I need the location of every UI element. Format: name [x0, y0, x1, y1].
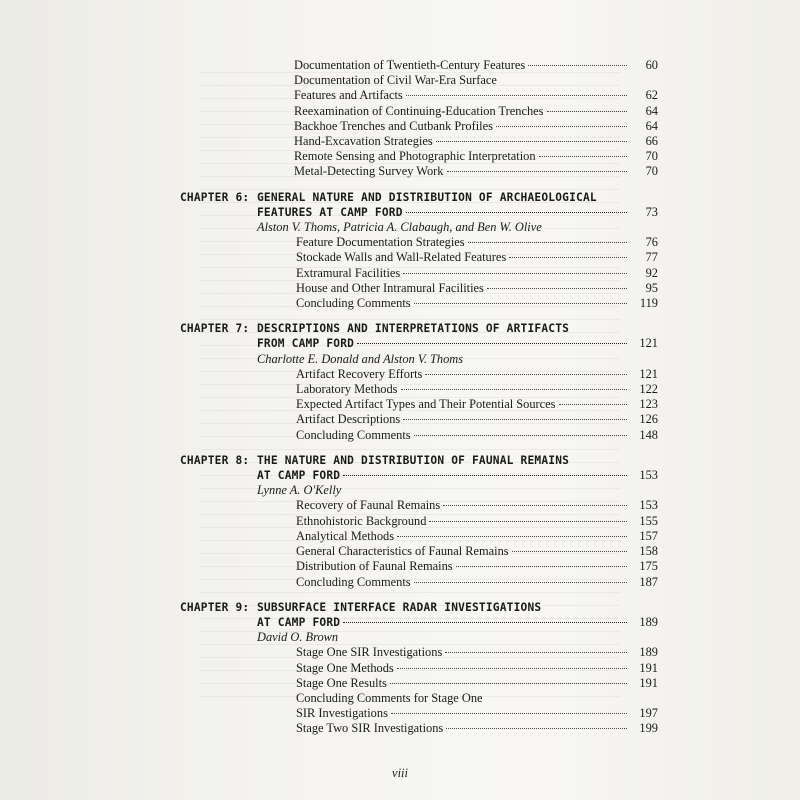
chapter-page: 73: [645, 204, 658, 219]
dot-leader: [468, 242, 627, 243]
toc-entry-title: Hand-Excavation Strategies: [294, 134, 433, 149]
dot-leader: [547, 111, 628, 112]
dot-leader: [414, 582, 627, 583]
toc-entry: [296, 382, 658, 397]
toc-entry-title: Stage One Results: [296, 675, 387, 690]
chapter-heading: [180, 453, 658, 468]
dot-leader: [456, 566, 627, 567]
toc-entry-title: Ethnohistoric Background: [296, 513, 427, 528]
toc-entry: [296, 676, 658, 691]
chapter-block: [180, 600, 658, 737]
toc-entry-title: Stage One Methods: [296, 660, 394, 675]
dot-leader: [403, 273, 627, 274]
toc-entry-page: 76: [645, 235, 658, 250]
dot-leader: [445, 652, 627, 653]
continued-section-list: [180, 58, 658, 180]
toc-entry-title: Features and Artifacts: [294, 88, 403, 103]
toc-entry-title: Concluding Comments for Stage One: [296, 690, 483, 705]
toc-entry: [296, 281, 658, 296]
toc-entry: [296, 412, 658, 427]
dot-leader: [397, 536, 627, 537]
page-number: viii: [392, 766, 408, 780]
toc-entry: [294, 88, 658, 103]
dot-leader: [509, 257, 627, 258]
dot-leader: [397, 668, 627, 669]
toc-entry-page: 175: [639, 559, 658, 574]
toc-entry: [296, 498, 658, 513]
toc-entry-title: SIR Investigations: [296, 706, 388, 721]
toc-entry-page: 121: [639, 366, 658, 381]
toc-entry-title: Stockade Walls and Wall-Related Features: [296, 250, 507, 265]
dot-leader: [429, 521, 627, 522]
dot-leader: [343, 622, 627, 623]
toc-entry-title: Concluding Comments: [296, 427, 411, 442]
chapter-heading: [180, 190, 658, 205]
toc-entry: [296, 266, 658, 281]
chapter-title-line1: GENERAL NATURE AND DISTRIBUTION OF ARCHAEOLOGICAL: [257, 190, 597, 204]
chapter-label: CHAPTER 8:: [180, 453, 250, 467]
chapter-block: [180, 321, 658, 443]
chapter-label: CHAPTER 7:: [180, 322, 250, 336]
toc-entry-page: 77: [645, 250, 658, 265]
toc-entry-page: 187: [639, 574, 658, 589]
toc-entry-title: Metal-Detecting Survey Work: [294, 164, 444, 179]
toc-entry: [296, 235, 658, 250]
toc-entry: [294, 119, 658, 134]
toc-entry: [294, 58, 658, 73]
chapter-block: [180, 453, 658, 590]
toc-entry: [296, 706, 658, 721]
toc-entry-title: Stage One SIR Investigations: [296, 645, 443, 660]
toc-entry-title: Documentation of Civil War-Era Surface: [294, 73, 497, 88]
chapter-title-line2: [257, 205, 658, 220]
toc-entry-page: 123: [639, 397, 658, 412]
chapter-title-line2: [257, 336, 658, 351]
dot-leader: [401, 389, 627, 390]
toc-entry: [294, 149, 658, 164]
toc-entry: [296, 529, 658, 544]
toc-entry-page: 199: [639, 721, 658, 736]
chapter-heading: [180, 321, 658, 336]
toc-entry: [296, 575, 658, 590]
chapter-list: [180, 190, 658, 737]
toc-entry: [296, 661, 658, 676]
dot-leader: [414, 435, 627, 436]
dot-leader: [406, 95, 627, 96]
table-of-contents: [180, 58, 658, 737]
dot-leader: [559, 404, 628, 405]
chapter-title-line1: THE NATURE AND DISTRIBUTION OF FAUNAL REMAINS: [257, 453, 570, 467]
chapter-title-line1: SUBSURFACE INTERFACE RADAR INVESTIGATIONS: [257, 600, 542, 614]
dot-leader: [487, 288, 627, 289]
toc-entry: [296, 296, 658, 311]
toc-entry-title: Recovery of Faunal Remains: [296, 498, 441, 513]
chapter-page: 121: [639, 336, 658, 351]
toc-entry-title: Laboratory Methods: [296, 382, 398, 397]
dot-leader: [443, 505, 627, 506]
dot-leader: [512, 551, 627, 552]
dot-leader: [436, 141, 627, 142]
chapter-authors: Charlotte E. Donald and Alston V. Thoms: [257, 351, 464, 366]
toc-entry-page: 70: [645, 164, 658, 179]
chapter-label: CHAPTER 9:: [180, 600, 250, 614]
chapter-title-line1: DESCRIPTIONS AND INTERPRETATIONS OF ARTIFACTS: [257, 322, 570, 336]
toc-entry-title: Concluding Comments: [296, 574, 411, 589]
dot-leader: [390, 683, 627, 684]
chapter-title-line2: [257, 468, 658, 483]
chapter-page: 153: [639, 468, 658, 483]
chapter-block: [180, 190, 658, 312]
toc-entry-page: 70: [645, 149, 658, 164]
toc-entry: [296, 721, 658, 736]
toc-entry-page: 158: [639, 544, 658, 559]
toc-entry-title: Feature Documentation Strategies: [296, 235, 465, 250]
toc-entry-title: Concluding Comments: [296, 296, 411, 311]
toc-entry-title: Remote Sensing and Photographic Interpretation: [294, 149, 536, 164]
dot-leader: [391, 713, 627, 714]
toc-entry: [294, 134, 658, 149]
toc-entry-page: 64: [645, 118, 658, 133]
toc-entry-page: 191: [639, 660, 658, 675]
toc-entry-title: Extramural Facilities: [296, 265, 401, 280]
toc-entry-title: Reexamination of Continuing-Education Trenches: [294, 103, 544, 118]
chapter-label: CHAPTER 6:: [180, 190, 250, 204]
toc-entry: [296, 559, 658, 574]
dot-leader: [539, 156, 627, 157]
toc-entry-title: Artifact Descriptions: [296, 412, 401, 427]
chapter-page: 189: [639, 614, 658, 629]
toc-entry-page: 148: [639, 427, 658, 442]
chapter-title-text: FEATURES AT CAMP FORD: [257, 205, 403, 219]
toc-entry-page: 92: [645, 265, 658, 280]
dot-leader: [414, 303, 627, 304]
toc-entry-title: Artifact Recovery Efforts: [296, 366, 423, 381]
toc-entry-title: Documentation of Twentieth-Century Features: [294, 58, 526, 72]
dot-leader: [406, 212, 627, 213]
toc-entry-page: 62: [645, 88, 658, 103]
toc-entry-page: 126: [639, 412, 658, 427]
toc-entry: [294, 104, 658, 119]
chapter-authors: David O. Brown: [257, 630, 339, 645]
toc-entry: [296, 250, 658, 265]
toc-entry: [296, 367, 658, 382]
dot-leader: [447, 171, 628, 172]
toc-entry-title: House and Other Intramural Facilities: [296, 280, 484, 295]
chapter-title-text: AT CAMP FORD: [257, 615, 341, 629]
chapter-authors: Alston V. Thoms, Patricia A. Clabaugh, and Ben W. Olive: [257, 220, 542, 235]
dot-leader: [528, 65, 627, 66]
toc-entry-page: 64: [645, 103, 658, 118]
toc-entry: [296, 514, 658, 529]
toc-entry-title: Distribution of Faunal Remains: [296, 559, 453, 574]
toc-entry-page: 95: [645, 280, 658, 295]
dot-leader: [425, 374, 627, 375]
toc-entry-page: 157: [639, 528, 658, 543]
toc-entry-page: 66: [645, 134, 658, 149]
dot-leader: [343, 475, 627, 476]
toc-entry: [296, 397, 658, 412]
toc-entry-page: 189: [639, 645, 658, 660]
toc-entry-page: 119: [639, 296, 658, 311]
toc-entry: [296, 645, 658, 660]
toc-entry-page: 197: [639, 706, 658, 721]
dot-leader: [446, 728, 627, 729]
toc-entry-title: Backhoe Trenches and Cutbank Profiles: [294, 118, 493, 133]
chapter-title-text: AT CAMP FORD: [257, 469, 341, 483]
chapter-title-line2: [257, 615, 658, 630]
toc-entry: [296, 428, 658, 443]
dot-leader: [357, 343, 627, 344]
toc-entry-page: 191: [639, 675, 658, 690]
toc-entry-title: Expected Artifact Types and Their Potential Sources: [296, 397, 556, 412]
chapter-authors: Lynne A. O'Kelly: [257, 483, 342, 498]
toc-entry-title: General Characteristics of Faunal Remains: [296, 544, 509, 559]
chapter-heading: [180, 600, 658, 615]
dot-leader: [403, 419, 627, 420]
toc-entry: [296, 544, 658, 559]
toc-entry-page: 153: [639, 498, 658, 513]
toc-entry-page: 155: [639, 513, 658, 528]
toc-entry-page: 122: [639, 382, 658, 397]
toc-entry-page: 60: [645, 58, 658, 72]
toc-entry: [294, 73, 658, 88]
toc-entry: [294, 164, 658, 179]
chapter-title-text: FROM CAMP FORD: [257, 337, 355, 351]
toc-entry-title: Stage Two SIR Investigations: [296, 721, 444, 736]
toc-entry: [296, 691, 658, 706]
dot-leader: [496, 126, 627, 127]
toc-entry-title: Analytical Methods: [296, 528, 395, 543]
